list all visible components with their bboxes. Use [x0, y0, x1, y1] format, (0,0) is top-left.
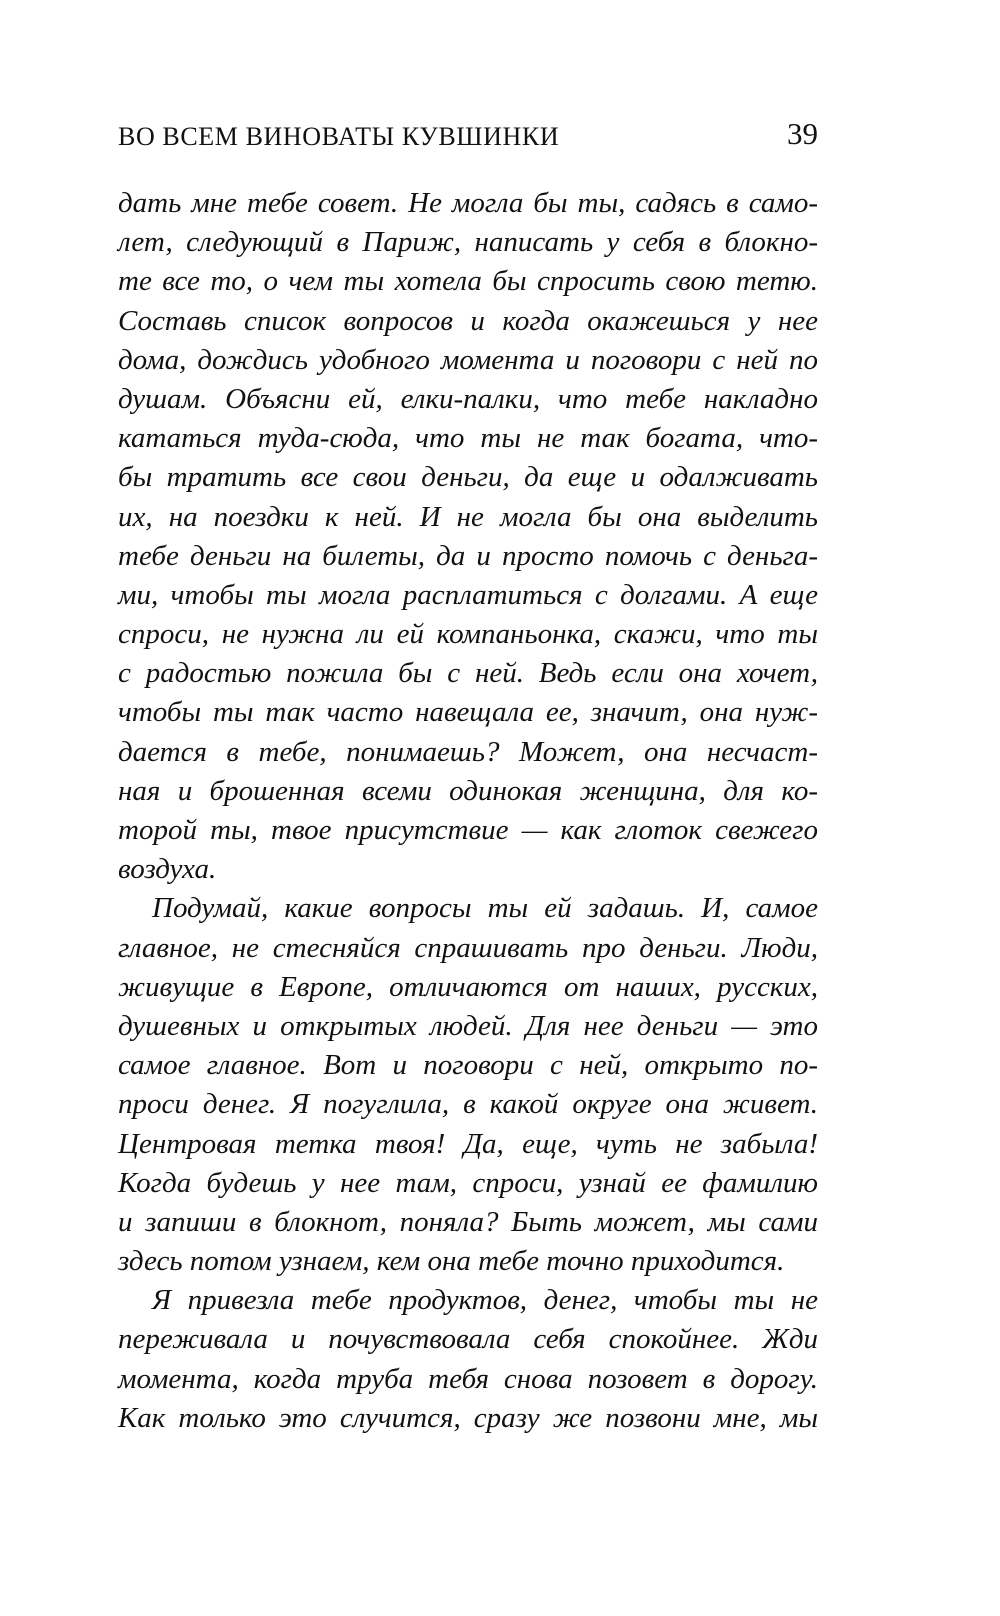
text-line: Как только это случится, сразу же позвони мне, мы: [118, 1401, 818, 1434]
text-line: спроси, не нужна ли ей компаньонка, скажи, что ты: [118, 618, 818, 651]
text-line: те все то, о чем ты хотела бы спросить свою тетю.: [118, 265, 818, 298]
body-text: [118, 184, 818, 1438]
text-line: проси денег. Я погуглила, в какой округе она живет.: [118, 1088, 818, 1121]
text-line: их, на поездки к ней. И не могла бы она выделить: [118, 500, 818, 533]
text-line: здесь потом узнаем, кем она тебе точно приходится.: [118, 1245, 785, 1278]
text-line: живущие в Европе, отличаются от наших, русских,: [118, 970, 818, 1003]
book-title: ВО ВСЕМ ВИНОВАТЫ КУВШИНКИ: [118, 122, 560, 151]
text-line: с радостью пожила бы с ней. Ведь если она хочет,: [118, 657, 818, 690]
text-line: момента, когда труба тебя снова позовет в дорогу.: [118, 1362, 818, 1395]
text-line: Подумай, какие вопросы ты ей задашь. И, самое: [152, 892, 818, 925]
text-line: ная и брошенная всеми одинокая женщина, для ко-: [118, 774, 818, 807]
text-line: воздуха.: [118, 853, 217, 886]
text-line: ми, чтобы ты могла расплатиться с долгами. А еще: [118, 578, 818, 611]
running-head: [118, 116, 818, 160]
text-line: главное, не стесняйся спрашивать про деньги. Люди,: [118, 931, 818, 964]
text-line: и запиши в блокнот, поняла? Быть может, мы сами: [118, 1205, 818, 1238]
text-line: Центровая тетка твоя! Да, еще, чуть не забыла!: [118, 1127, 818, 1160]
text-line: душам. Объясни ей, елки-палки, что тебе накладно: [118, 382, 818, 415]
text-line: Составь список вопросов и когда окажешься у нее: [118, 304, 818, 337]
text-line: дома, дождись удобного момента и поговори с ней по: [118, 343, 818, 376]
text-line: дается в тебе, понимаешь? Может, она несчаст-: [118, 735, 818, 768]
page-number: 39: [787, 116, 818, 151]
text-line: торой ты, твое присутствие — как глоток свежего: [118, 814, 818, 846]
text-line: чтобы ты так часто навещала ее, значит, она нуж-: [118, 696, 818, 729]
text-line: дать мне тебе совет. Не могла бы ты, садясь в само-: [118, 187, 818, 219]
text-line: кататься туда-сюда, что ты не так богата, что-: [118, 422, 818, 455]
text-line: Когда будешь у нее там, спроси, узнай ее фамилию: [118, 1166, 818, 1199]
text-line: бы тратить все свои деньги, да еще и одалживать: [118, 461, 818, 494]
text-line: Я привезла тебе продуктов, денег, чтобы ты не: [152, 1284, 818, 1317]
text-line: тебе деньги на билеты, да и просто помочь с деньга-: [118, 539, 818, 572]
text-line: душевных и открытых людей. Для нее деньги — это: [118, 1009, 818, 1042]
text-line: самое главное. Вот и поговори с ней, открыто по-: [118, 1049, 818, 1082]
text-line: лет, следующий в Париж, написать у себя в блокно-: [118, 226, 818, 259]
text-line: переживала и почувствовала себя спокойнее. Жди: [118, 1323, 818, 1356]
